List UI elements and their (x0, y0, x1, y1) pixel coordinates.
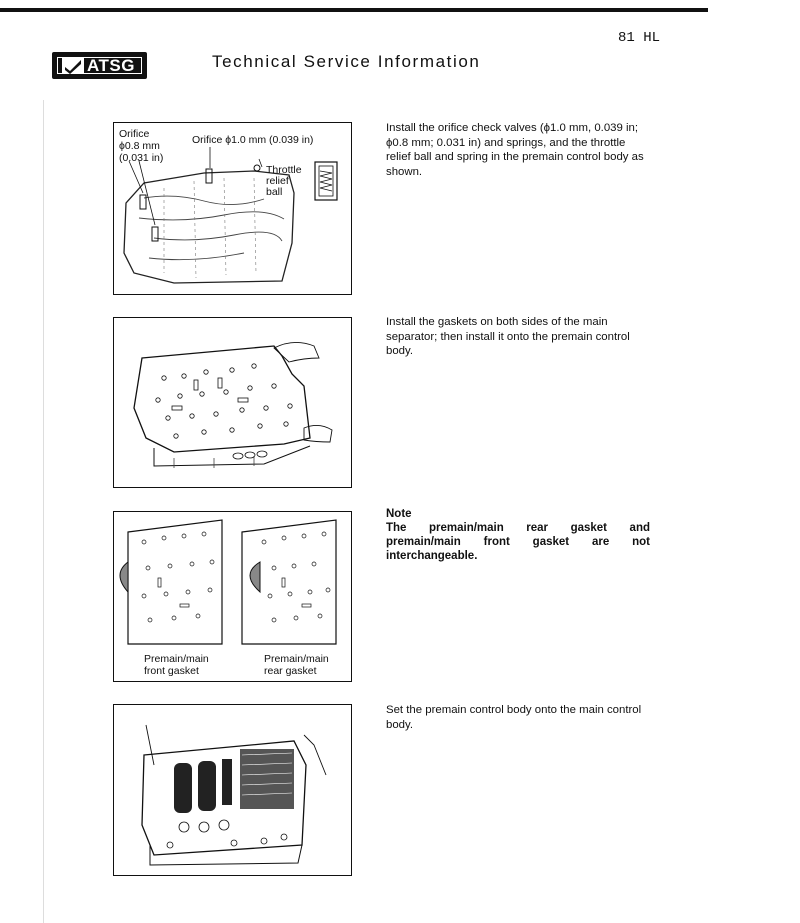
note-title: Note (386, 508, 412, 520)
label-orifice-small-1: Orifice (119, 128, 150, 140)
scan-margin-line (43, 100, 44, 923)
caption-front-gasket-1: Premain/main (144, 653, 209, 665)
figure-orifice-valves (113, 122, 352, 295)
caption-rear-gasket-2: rear gasket (264, 665, 317, 677)
instruction-step-4: Set the premain control body onto the main control body. (386, 704, 642, 731)
gaskets-illustration (114, 512, 351, 681)
label-orifice-large: Orifice ϕ1.0 mm (0.039 in) (192, 134, 314, 146)
instruction-step-2: Install the gaskets on both sides of the main separator; then install it onto the premain control body. (386, 316, 630, 358)
caption-front-gasket-2: front gasket (144, 665, 199, 677)
valve-body-illustration (114, 123, 351, 294)
note-body: The premain/main rear gasket and premain/main front gasket are not interchangeable. (386, 522, 650, 562)
instruction-step-1: Install the orifice check valves (ϕ1.0 mm, 0.039 in; ϕ0.8 mm; 0.031 in) and springs, and the throttle relief ball and spring in the premain control body as shown. (386, 122, 644, 178)
figure-control-body-assembly (113, 704, 352, 876)
caption-rear-gasket-1: Premain/main (264, 653, 329, 665)
label-orifice-small-2: ϕ0.8 mm (119, 140, 160, 152)
separator-plate-illustration (114, 318, 351, 487)
control-body-illustration (114, 705, 351, 875)
figure-gaskets-comparison (113, 511, 352, 682)
top-rule (0, 8, 708, 12)
figure-separator-plate (113, 317, 352, 488)
atsg-logo (52, 52, 147, 79)
label-throttle-1: Throttle (266, 164, 302, 176)
logo-text: ATSG (87, 55, 135, 75)
label-orifice-small-3: (0.031 in) (119, 152, 164, 164)
page-title: Technical Service Information (212, 52, 481, 71)
label-throttle-3: ball (266, 186, 283, 198)
label-throttle-2: relief (266, 175, 289, 187)
page-number: 81 HL (618, 30, 661, 46)
checkmark-icon (62, 58, 84, 74)
